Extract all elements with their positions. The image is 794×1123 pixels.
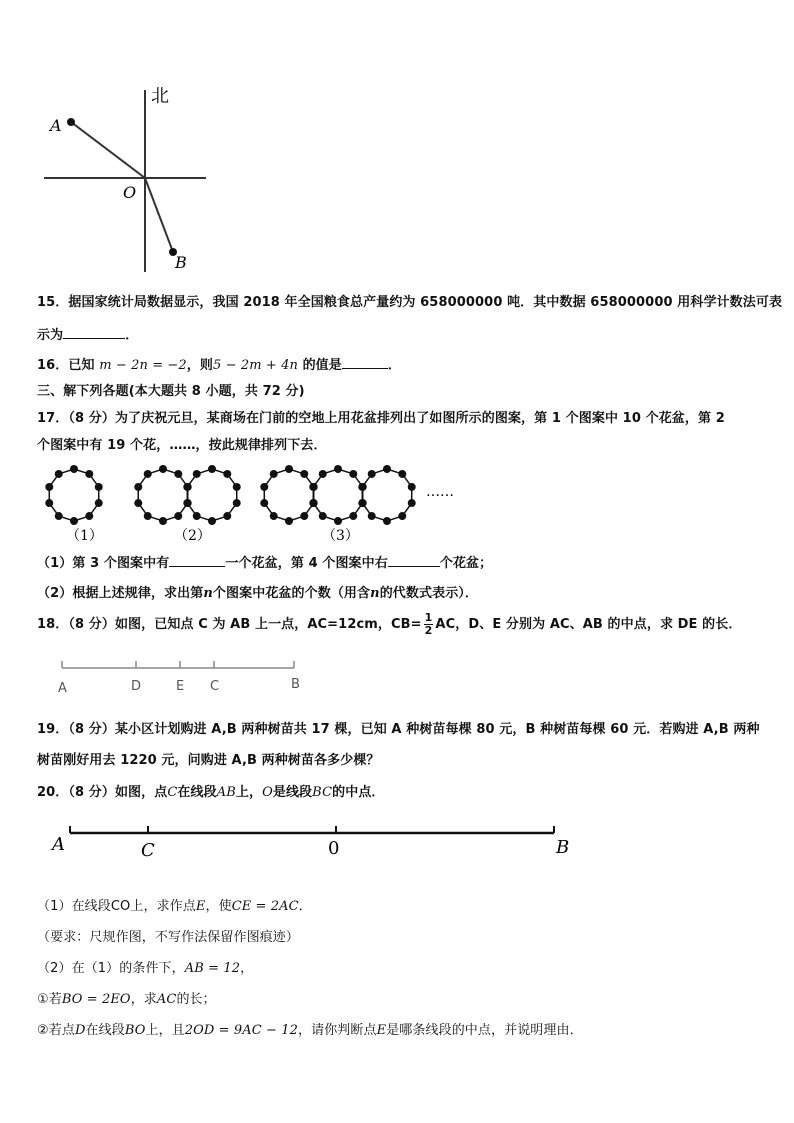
q20-prefix: 20．（8 分）如图，点 — [37, 785, 168, 800]
label-a: A — [58, 681, 67, 696]
q20-mid2: 上， — [235, 785, 263, 800]
q20-sub1-a: （1）在线段CO上，求作点 — [37, 899, 196, 914]
flowerpot-dot — [144, 470, 152, 478]
ray-oa — [71, 122, 145, 178]
q17-blank-2 — [388, 554, 440, 567]
flowerpot-dot — [159, 465, 167, 473]
flowerpot-dot — [55, 470, 63, 478]
q17-line2: 个图案中有 19 个花，……，按此规律排列下去． — [37, 438, 327, 453]
q15-line2-prefix: 示为 — [37, 328, 64, 343]
flowerpot-dot — [208, 465, 216, 473]
flowerpot-dot — [270, 470, 278, 478]
q17-blank-1 — [169, 554, 225, 567]
flowerpot-dot — [319, 470, 327, 478]
flowerpot-rings — [45, 465, 415, 525]
q16-line — [37, 354, 401, 373]
flowerpot-dot — [85, 470, 93, 478]
flowerpot-dot — [85, 512, 93, 520]
q20-sub1-e: E — [195, 899, 206, 914]
flowerpot-dot — [368, 470, 376, 478]
q20-ab: AB — [216, 785, 236, 800]
flowerpot-dot — [260, 483, 268, 491]
q17-sub2-n1: n — [203, 586, 213, 601]
flowerpot-dot — [398, 512, 406, 520]
q17-sub2-c: 的代数式表示）． — [379, 586, 478, 601]
section3-title: 三、解下列各题(本大题共 8 小题，共 72 分) — [37, 384, 305, 399]
q20-case2-expr: 2OD = 9AC − 12 — [184, 1023, 298, 1038]
flowerpot-dot — [95, 499, 103, 507]
point-a — [67, 118, 75, 126]
flowerpot-dot — [285, 465, 293, 473]
flowerpot-dot — [383, 465, 391, 473]
q20-mid1: 在线段 — [177, 785, 217, 800]
q20-case1-ac: AC — [156, 992, 177, 1007]
flowerpot-dot — [208, 517, 216, 525]
q16-expr2: 5 − 2m + 4n — [213, 358, 298, 373]
flowerpot-dot — [300, 470, 308, 478]
flowerpot-dot — [134, 483, 142, 491]
flowerpot-dot — [183, 499, 191, 507]
label-b: B — [175, 253, 187, 272]
q20-case2-a: ②若点 — [37, 1023, 75, 1038]
q17-sub1 — [37, 552, 492, 571]
q18-suffix: AC，D、E 分别为 AC、AB 的中点，求 DE 的长． — [435, 617, 742, 632]
flowerpot-dot — [368, 512, 376, 520]
label-o: O — [123, 183, 137, 202]
q20-sub1-expr: CE = 2AC — [231, 899, 299, 914]
flowerpot-dot — [358, 499, 366, 507]
q16-prefix: 16．已知 — [37, 358, 95, 373]
q20-case1 — [37, 988, 216, 1007]
q15-line2 — [37, 324, 138, 343]
q16-expr1: m − 2n = −2 — [99, 358, 187, 373]
label-c: C — [210, 679, 220, 694]
flowerpot-dot — [183, 483, 191, 491]
q20-case2-bo: BO — [124, 1023, 146, 1038]
q20-case2 — [37, 1019, 583, 1038]
flowerpot-dot — [334, 465, 342, 473]
q20-sub2 — [37, 957, 253, 976]
q17-sub2-n2: n — [370, 586, 380, 601]
q20-sub1-b: ，使 — [205, 899, 232, 914]
flowerpot-dot — [70, 517, 78, 525]
pattern-ellipsis: …… — [426, 484, 454, 500]
flowerpot-dot — [159, 517, 167, 525]
q20-mid3: 是线段 — [272, 785, 313, 800]
flowerpot-dot — [260, 499, 268, 507]
q20-case1-b: ，求 — [130, 992, 157, 1007]
label-c: C — [141, 840, 155, 861]
flowerpot-dot — [358, 483, 366, 491]
flowerpot-dot — [408, 499, 416, 507]
q20-case2-e: E — [376, 1023, 387, 1038]
q18-fraction — [424, 612, 434, 637]
flowerpot-dot — [45, 483, 53, 491]
flowerpot-dot — [45, 499, 53, 507]
north-label: 北 — [151, 86, 169, 107]
q18-frac-den: 2 — [424, 624, 433, 637]
fig-label-1: （1） — [66, 528, 103, 544]
q20-case2-d: D — [74, 1023, 86, 1038]
flowerpot-dot — [309, 499, 317, 507]
flowerpot-dot — [174, 470, 182, 478]
q19-line1: 19．（8 分）某小区计划购进 A,B 两种树苗共 17 棵，已知 A 种树苗每棵 80 元，B 种树苗每棵 60 元．若购进 A,B 两种 — [37, 722, 760, 737]
q20-segment-figure — [46, 820, 586, 866]
flowerpot-dot — [334, 517, 342, 525]
label-b: B — [291, 677, 300, 692]
flowerpot-dot — [349, 470, 357, 478]
q17-sub2-b: 个图案中花盆的个数（用含 — [212, 586, 371, 601]
q20-case2-d2: ，请你判断点 — [298, 1023, 377, 1038]
q16-end: ． — [387, 358, 401, 373]
q17-sub2 — [37, 582, 478, 601]
ray-ob — [145, 178, 173, 252]
q15-answer-blank — [63, 326, 125, 339]
q17-sub2-a: （2）根据上述规律，求出第 — [37, 586, 204, 601]
q20-sub2-b: ， — [240, 961, 254, 976]
q18-prefix: 18．（8 分）如图，已知点 C 为 AB 上一点，AC=12cm，CB= — [37, 617, 422, 632]
flowerpot-dot — [193, 470, 201, 478]
q15-line2-suffix: ． — [125, 328, 139, 343]
q20-case1-a: ①若 — [37, 992, 62, 1007]
flowerpot-dot — [144, 512, 152, 520]
q20-case2-end: 是哪条线段的中点，并说明理由． — [386, 1023, 583, 1038]
q18-segment-figure — [54, 656, 314, 698]
flowerpot-dot — [193, 512, 201, 520]
flowerpot-dot — [70, 465, 78, 473]
label-d: D — [131, 679, 142, 694]
flowerpot-dot — [319, 512, 327, 520]
q16-answer-blank — [342, 356, 388, 369]
q18-frac-num: 1 — [424, 611, 433, 624]
flowerpot-dot — [398, 470, 406, 478]
flowerpot-dot — [95, 483, 103, 491]
flowerpot-dot — [233, 499, 241, 507]
q16-mid: ，则 — [186, 358, 213, 373]
fig-label-3: （3） — [322, 528, 359, 544]
flowerpot-dot — [408, 483, 416, 491]
q20-sub1-c: ． — [298, 899, 312, 914]
flowerpot-dot — [223, 512, 231, 520]
q17-sub1-c: 个花盆； — [439, 556, 493, 571]
flowerpot-dot — [223, 470, 231, 478]
label-b: B — [556, 837, 570, 858]
q20-case1-expr: BO = 2EO — [61, 992, 131, 1007]
q17-sub1-a: （1）第 3 个图案中有 — [37, 556, 170, 571]
flowerpot-dot — [233, 483, 241, 491]
compass-figure — [40, 82, 220, 277]
q20-requirement: （要求：尺规作图，不写作法保留作图痕迹） — [37, 930, 300, 945]
q20-suffix: 的中点． — [332, 785, 385, 800]
flowerpot-pattern-figure — [36, 462, 476, 546]
label-e: E — [176, 679, 185, 694]
flowerpot-dot — [174, 512, 182, 520]
q20-case2-c: 上，且 — [145, 1023, 185, 1038]
flowerpot-dot — [300, 512, 308, 520]
q19-line2: 树苗刚好用去 1220 元，问购进 A,B 两种树苗各多少棵？ — [37, 753, 380, 768]
flowerpot-dot — [383, 517, 391, 525]
q20-line — [37, 781, 385, 800]
q20-sub2-a: （2）在（1）的条件下， — [37, 961, 185, 976]
label-o: 0 — [328, 838, 340, 859]
q18-line — [37, 612, 741, 637]
q17-sub1-b: 一个花盆，第 4 个图案中右 — [225, 556, 388, 571]
label-a: A — [50, 116, 62, 135]
label-a: A — [52, 834, 65, 855]
fig-label-2: （2） — [174, 528, 211, 544]
q15-line1: 15．据国家统计局数据显示，我国 2018 年全国粮食总产量约为 658000000 吨．其中数据 658000000 用科学计数法可表 — [37, 295, 783, 310]
q20-o: O — [262, 785, 273, 800]
flowerpot-dot — [55, 512, 63, 520]
flowerpot-dot — [285, 517, 293, 525]
flowerpot-dot — [134, 499, 142, 507]
q20-case1-c: 的长； — [176, 992, 216, 1007]
q20-bc: BC — [312, 785, 333, 800]
flowerpot-dot — [309, 483, 317, 491]
q16-suffix: 的值是 — [302, 358, 342, 373]
q20-sub2-expr: AB = 12 — [184, 961, 241, 976]
flowerpot-dot — [270, 512, 278, 520]
q20-case2-b: 在线段 — [85, 1023, 125, 1038]
q17-line1: 17．（8 分）为了庆祝元旦，某商场在门前的空地上用花盆排列出了如图所示的图案，第 1 个图案中 10 个花盆，第 2 — [37, 411, 725, 426]
q20-c: C — [167, 785, 178, 800]
q20-sub1 — [37, 895, 312, 914]
flowerpot-dot — [349, 512, 357, 520]
